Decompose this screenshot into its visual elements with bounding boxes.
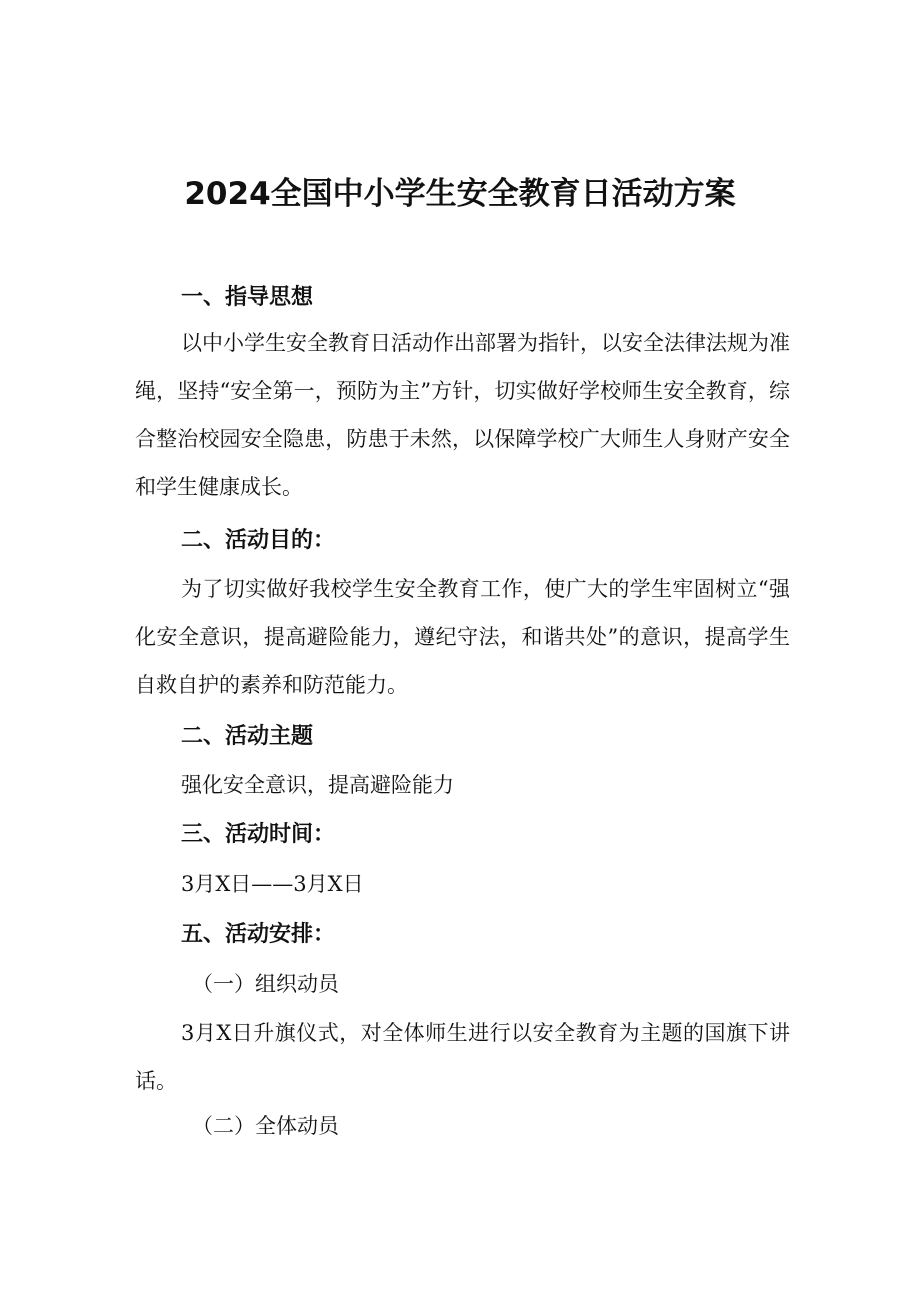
paragraph-guiding-ideology: 以中小学生安全教育日活动作出部署为指针，以安全法律法规为准绳，坚持“安全第一，预防为主”方针，切实做好学校师生安全教育，综合整治校园安全隐患，防患于未然，以保障学校广大师生人身财产安全和学生健康成长。 <box>135 331 790 499</box>
subsection-heading-mobilization: （一）组织动员 <box>192 972 339 996</box>
subsection-heading-all-mobilization: （二）全体动员 <box>192 1114 339 1138</box>
section-heading-purpose: 二、活动目的： <box>181 528 336 553</box>
document-title: 2024全国中小学生安全教育日活动方案 <box>184 176 736 212</box>
paragraph-purpose: 为了切实做好我校学生安全教育工作，使广大的学生牢固树立“强化安全意识，提高避险能力，遵纪守法，和谐共处”的意识，提高学生自救自护的素养和防范能力。 <box>135 577 790 697</box>
paragraph-mobilization: 3月X日升旗仪式，对全体师生进行以安全教育为主题的国旗下讲话。 <box>135 1021 790 1093</box>
section-heading-time: 三、活动时间： <box>181 822 336 847</box>
section-heading-theme: 二、活动主题 <box>181 724 314 749</box>
section-heading-guiding-ideology: 一、指导思想 <box>181 285 314 310</box>
paragraph-time: 3月X日——3月X日 <box>181 872 364 896</box>
paragraph-theme: 强化安全意识，提高避险能力 <box>181 773 454 797</box>
section-heading-arrangement: 五、活动安排： <box>181 922 336 947</box>
